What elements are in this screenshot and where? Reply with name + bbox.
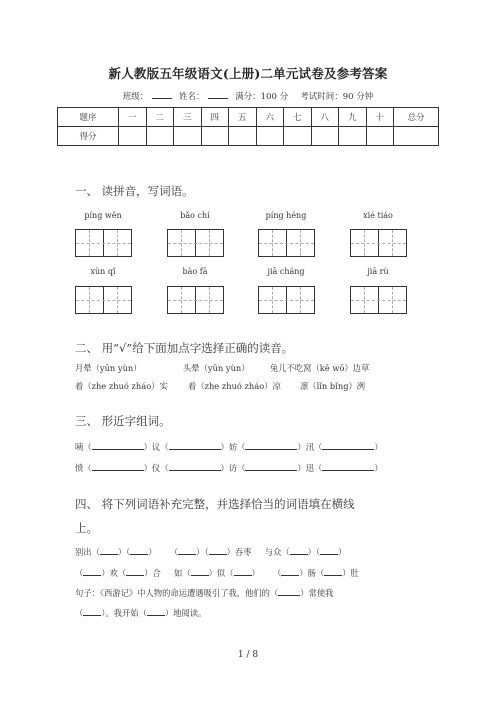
char-label: ）议（ [143, 442, 169, 452]
section-1-heading: 一、 读拼音，写词语。 [75, 184, 194, 198]
answer-blank[interactable] [92, 441, 144, 450]
exam-time: 考试时间：90 分钟 [300, 92, 374, 102]
reading-option: 月晕（yūn yùn） [75, 363, 142, 373]
score-table [57, 107, 439, 146]
answer-blank[interactable] [322, 462, 374, 471]
word-formation-line-1 [75, 441, 383, 453]
reading-option: 头晕（yūn yùn） [183, 363, 250, 373]
table-cell: 总分 [394, 108, 439, 127]
char-label: ）迅（ [297, 463, 323, 473]
sentence-line-1 [75, 587, 333, 599]
answer-blank[interactable] [191, 567, 209, 576]
text: 别出（ [75, 547, 100, 557]
answer-blank[interactable] [324, 567, 342, 576]
text: ）欢（ [101, 568, 127, 578]
exam-info [0, 90, 496, 102]
idiom-line-1 [75, 546, 346, 558]
class-label: 班级： [122, 92, 149, 102]
table-cell [256, 127, 284, 146]
table-cell [201, 127, 229, 146]
char-label: ） [374, 463, 383, 473]
section-4-heading-cont: 上。 [75, 521, 98, 535]
text: ）肚 [342, 568, 359, 578]
pinyin-label: píng wěn [84, 211, 122, 220]
answer-blank[interactable] [281, 567, 299, 576]
score-table-score-row [58, 127, 439, 146]
answer-blank[interactable] [322, 441, 374, 450]
pinyin-label: jiā cháng [267, 267, 305, 276]
answer-blank[interactable] [178, 546, 196, 555]
writing-grid[interactable] [75, 286, 132, 314]
text: ）似（ [208, 568, 234, 578]
table-cell: 二 [146, 108, 174, 127]
writing-grid[interactable] [258, 229, 315, 257]
table-cell [146, 127, 174, 146]
answer-blank[interactable] [92, 462, 144, 471]
answer-blank[interactable] [290, 546, 308, 555]
reading-option: 兔儿不吃窝（kē wō）边草 [270, 363, 370, 373]
page-number: 1 / 8 [237, 650, 259, 660]
table-cell: 七 [284, 108, 312, 127]
name-blank [208, 90, 228, 99]
char-label: ）汛（ [297, 442, 323, 452]
table-cell: 八 [311, 108, 339, 127]
writing-grid[interactable] [75, 229, 132, 257]
answer-blank[interactable] [234, 567, 252, 576]
table-cell: 六 [256, 108, 284, 127]
table-cell [229, 127, 257, 146]
answer-blank[interactable] [126, 567, 144, 576]
text: ） [338, 547, 347, 557]
answer-blank[interactable] [100, 546, 118, 555]
text: 句子：《西游记》中人物的命运遭遇吸引了我，他们的（ [75, 588, 279, 598]
word-formation-line-2 [75, 462, 383, 474]
writing-grid[interactable] [350, 229, 407, 257]
writing-grid[interactable] [167, 286, 224, 314]
table-cell [284, 127, 312, 146]
text: （ [169, 547, 179, 557]
pinyin-label: píng héng [265, 211, 307, 220]
idiom-line-2 [75, 567, 359, 579]
answer-blank[interactable] [169, 441, 221, 450]
text: ）合 [144, 568, 161, 578]
section-3-heading: 三、 形近字组词。 [75, 414, 171, 428]
answer-blank[interactable] [147, 607, 165, 616]
table-cell: 四 [201, 108, 229, 127]
pinyin-label: xùn qǐ [90, 267, 116, 276]
reading-option: 着（zhe zhuó zháo）实 [75, 381, 168, 391]
answer-blank[interactable] [209, 546, 227, 555]
table-cell [174, 127, 202, 146]
char-label: ）妨（ [220, 442, 246, 452]
text: 与众（ [264, 547, 290, 557]
answer-blank[interactable] [130, 546, 148, 555]
text: （ [273, 568, 282, 578]
table-cell: 九 [339, 108, 367, 127]
text: （ [75, 608, 84, 618]
section-4-heading: 四、 将下列词语补充完整，并选择恰当的词语填在横线 [75, 497, 355, 511]
reading-option: 凛（lǐn bǐng）冽 [300, 381, 366, 391]
answer-blank[interactable] [83, 567, 101, 576]
pinyin-label: xié tiáo [363, 211, 393, 220]
table-cell [366, 127, 394, 146]
table-cell [339, 127, 367, 146]
name-label: 姓名： [178, 92, 205, 102]
full-score: 满分：100 分 [235, 92, 289, 102]
answer-blank[interactable] [245, 462, 297, 471]
answer-blank[interactable] [278, 587, 300, 596]
table-cell: 五 [229, 108, 257, 127]
char-label: 愤（ [75, 463, 92, 473]
pinyin-label: bǎo chí [180, 211, 210, 220]
sentence-line-2 [75, 607, 206, 619]
table-cell [394, 127, 439, 146]
text: （ [75, 568, 84, 578]
answer-blank[interactable] [245, 441, 297, 450]
table-cell [311, 127, 339, 146]
writing-grid[interactable] [167, 229, 224, 257]
table-cell [119, 127, 147, 146]
char-label: ）仪（ [143, 463, 169, 473]
char-label: ） [374, 442, 383, 452]
reading-option: 着（zhe zhuó zháo）凉 [188, 381, 281, 391]
table-cell: 三 [174, 108, 202, 127]
answer-blank[interactable] [169, 462, 221, 471]
class-blank [152, 90, 172, 99]
writing-grid[interactable] [350, 286, 407, 314]
writing-grid[interactable] [258, 286, 315, 314]
table-cell: 十 [366, 108, 394, 127]
char-label: 咦（ [75, 442, 92, 452]
pinyin-label: bào fā [182, 267, 208, 276]
table-cell: 得分 [58, 127, 119, 146]
text: ） [251, 568, 260, 578]
text: ）（ [117, 547, 131, 557]
document-title: 新人教版五年级语文(上册)二单元试卷及参考答案 [108, 66, 388, 81]
text: ）。我开始（ [101, 608, 147, 618]
answer-blank[interactable] [83, 607, 101, 616]
text: ） [148, 547, 157, 557]
text: ）地阅读。 [164, 608, 207, 618]
answer-blank[interactable] [320, 546, 338, 555]
text: 如（ [174, 568, 191, 578]
table-cell: 一 [119, 108, 147, 127]
text: ）常使我 [300, 588, 334, 598]
text: ）（ [307, 547, 321, 557]
char-label: ）访（ [220, 463, 246, 473]
section-2-heading: 二、 用“√”给下面加点字选择正确的读音。 [75, 341, 294, 355]
text: ）（ [196, 547, 209, 557]
table-cell: 题序 [58, 108, 119, 127]
score-table-header-row [58, 108, 439, 127]
text: ）肠（ [299, 568, 325, 578]
text: ）吞枣 [226, 547, 252, 557]
pinyin-label: jiā rù [367, 267, 389, 276]
